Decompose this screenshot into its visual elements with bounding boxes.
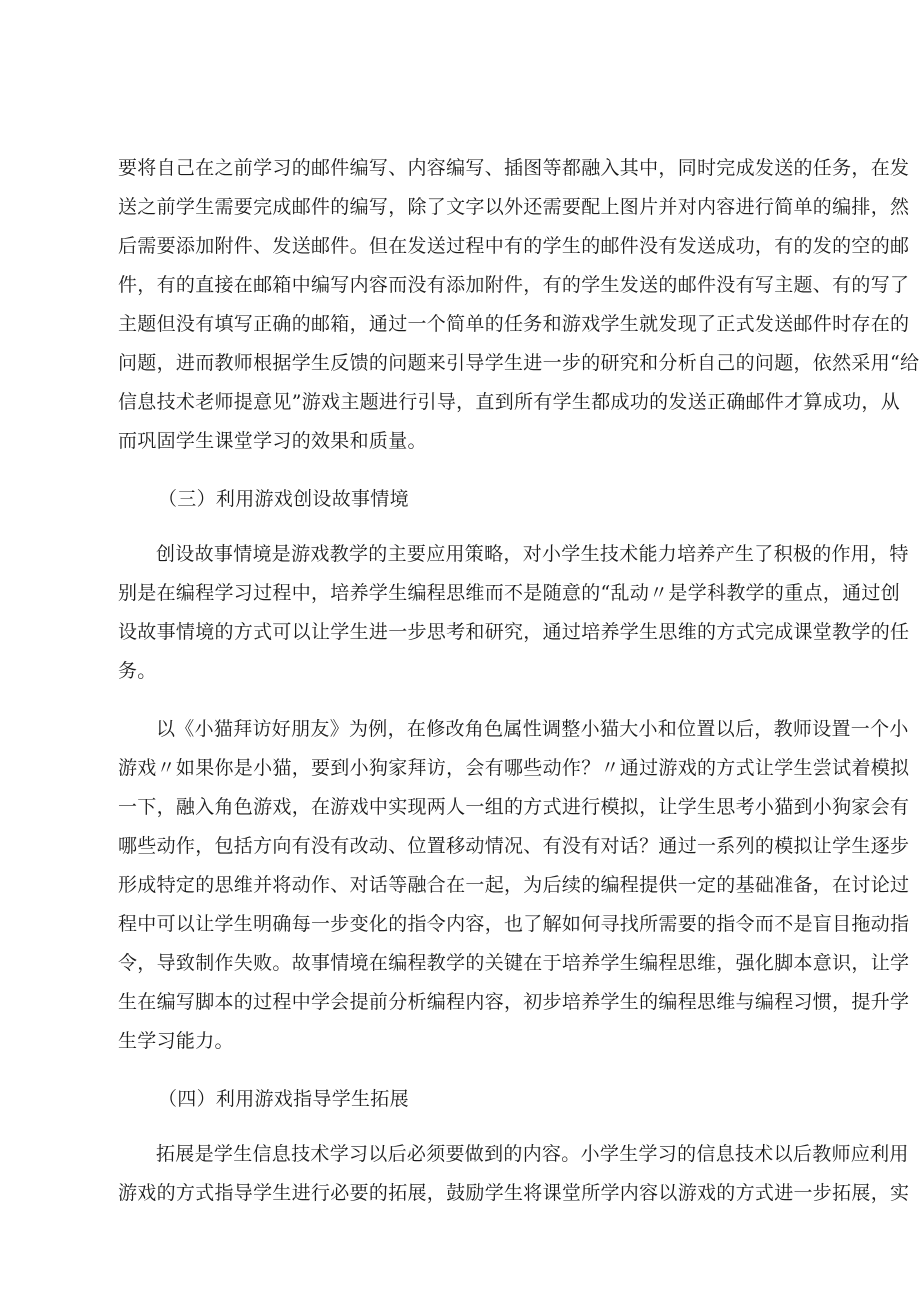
paragraph-line: 游戏〃如果你是小猫，要到小狗家拜访，会有哪些动作？〃通过游戏的方式让学生尝试着模拟 xyxy=(118,757,910,779)
section-heading-3: （三）利用游戏创设故事情境 xyxy=(158,488,409,510)
paragraph-line: 而巩固学生课堂学习的效果和质量。 xyxy=(118,430,427,452)
paragraph-line: 要将自己在之前学习的邮件编写、内容编写、插图等都融入其中，同时完成发送的任务，在发 xyxy=(118,157,910,179)
paragraph-line: 生在编写脚本的过程中学会提前分析编程内容，初步培养学生的编程思维与编程习惯，提升学 xyxy=(118,991,910,1013)
paragraph-line: 后需要添加附件、发送邮件。但在发送过程中有的学生的邮件没有发送成功，有的发的空的邮 xyxy=(118,235,910,257)
paragraph-line: 问题，进而教师根据学生反馈的问题来引导学生进一步的研究和分析自己的问题，依然采用“给 xyxy=(118,352,920,374)
paragraph-line: 别是在编程学习过程中，培养学生编程思维而不是随意的“乱动〃是学科教学的重点，通过创 xyxy=(118,582,901,604)
paragraph-line: 哪些动作，包括方向有没有改动、位置移动情况、有没有对话？通过一系列的模拟让学生逐步 xyxy=(118,835,910,857)
paragraph-line: 拓展是学生信息技术学习以后必须要做到的内容。小学生学习的信息技术以后教师应利用 xyxy=(156,1143,909,1165)
paragraph-line: 创设故事情境是游戏教学的主要应用策略，对小学生技术能力培养产生了积极的作用，特 xyxy=(156,543,909,565)
paragraph-line: 主题但没有填写正确的邮箱，通过一个简单的任务和游戏学生就发现了正式发送邮件时存在的 xyxy=(118,313,910,335)
paragraph-line: 送之前学生需要完成邮件的编写，除了文字以外还需要配上图片并对内容进行简单的编排，然 xyxy=(118,196,910,218)
paragraph-line: 形成特定的思维并将动作、对话等融合在一起，为后续的编程提供一定的基础准备，在讨论过 xyxy=(118,874,910,896)
paragraph-line: 以《小猫拜访好朋友》为例，在修改角色属性调整小猫大小和位置以后，教师设置一个小 xyxy=(156,718,909,740)
paragraph-line: 一下，融入角色游戏，在游戏中实现两人一组的方式进行模拟，让学生思考小猫到小狗家会有 xyxy=(118,796,910,818)
section-heading-4: （四）利用游戏指导学生拓展 xyxy=(158,1088,409,1110)
paragraph-line: 游戏的方式指导学生进行必要的拓展，鼓励学生将课堂所学内容以游戏的方式进一步拓展，实 xyxy=(118,1182,910,1204)
paragraph-line: 令，导致制作失败。故事情境在编程教学的关键在于培养学生编程思维，强化脚本意识，让学 xyxy=(118,952,910,974)
paragraph-line: 信息技术老师提意见”游戏主题进行引导，直到所有学生都成功的发送正确邮件才算成功，从 xyxy=(118,391,901,413)
paragraph-line: 程中可以让学生明确每一步变化的指令内容，也了解如何寻找所需要的指令而不是盲目拖动指 xyxy=(118,913,910,935)
paragraph-line: 生学习能力。 xyxy=(118,1030,234,1052)
paragraph-line: 设故事情境的方式可以让学生进一步思考和研究，通过培养学生思维的方式完成课堂教学的任 xyxy=(118,621,910,643)
paragraph-line: 务。 xyxy=(118,660,157,682)
paragraph-line: 件，有的直接在邮箱中编写内容而没有添加附件，有的学生发送的邮件没有写主题、有的写了 xyxy=(118,274,910,296)
